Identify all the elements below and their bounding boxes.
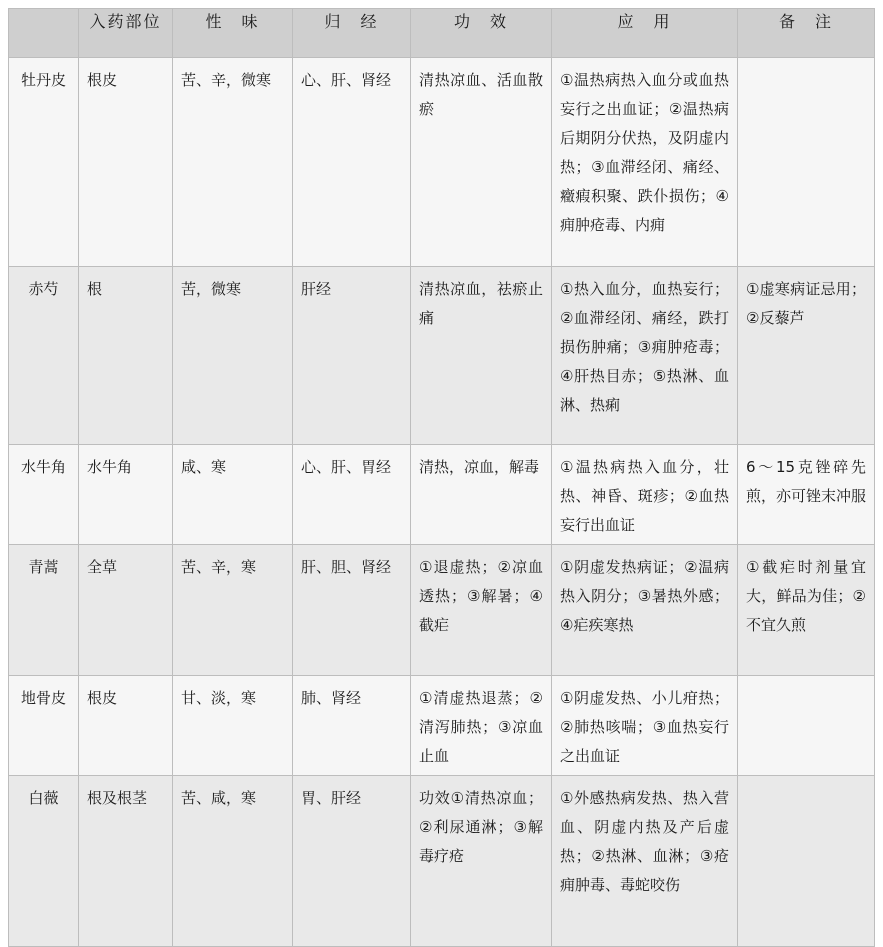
nature-flavor: 苦、辛，寒	[181, 558, 257, 576]
effect-cell	[411, 676, 552, 776]
effect-text: 清热，凉血，解毒	[419, 458, 540, 476]
herb-name: 赤芍	[28, 280, 59, 298]
medicinal-part: 根	[87, 280, 103, 298]
application-text: ①阴虚发热病证；②温病热入阴分；③暑热外感；④疟疾寒热	[560, 558, 729, 634]
herb-name-cell	[9, 58, 79, 267]
note-text	[738, 776, 874, 788]
meridian-cell	[293, 545, 411, 676]
part-cell	[79, 267, 173, 445]
note-cell	[738, 545, 875, 676]
meridian-cell	[293, 776, 411, 947]
herb-name-cell	[9, 445, 79, 545]
herb-name-cell	[9, 776, 79, 947]
table-row	[9, 58, 875, 267]
table-row	[9, 676, 875, 776]
note-text	[738, 676, 874, 688]
header-cell-application: 应 用	[552, 9, 738, 58]
table-page	[8, 8, 874, 924]
effect-text: 功效①清热凉血；②利尿通淋；③解毒疗疮	[419, 789, 543, 865]
header-cell-meridian: 归 经	[293, 9, 411, 58]
part-cell	[79, 58, 173, 267]
nature-cell	[173, 545, 293, 676]
meridian-entry: 心、肝、肾经	[301, 71, 392, 89]
note-text	[738, 58, 874, 70]
note-cell	[738, 445, 875, 545]
herb-name: 牡丹皮	[20, 71, 66, 89]
table-row	[9, 445, 875, 545]
effect-text: 清热凉血、活血散瘀	[419, 71, 543, 118]
header-cell-nature: 性 味	[173, 9, 293, 58]
meridian-entry: 肝、胆、肾经	[301, 558, 392, 576]
herb-name-cell	[9, 545, 79, 676]
effect-text: ①清虚热退蒸；②清泻肺热；③凉血止血	[419, 689, 543, 765]
nature-cell	[173, 445, 293, 545]
meridian-cell	[293, 267, 411, 445]
application-cell	[552, 776, 738, 947]
herb-name: 青蒿	[28, 558, 59, 576]
meridian-cell	[293, 58, 411, 267]
effect-cell	[411, 58, 552, 267]
application-cell	[552, 267, 738, 445]
note-text: ①截疟时剂量宜大，鲜品为佳；②不宜久煎	[746, 558, 866, 634]
table-row	[9, 776, 875, 947]
note-text: ①虚寒病证忌用；②反藜芦	[746, 280, 866, 327]
nature-cell	[173, 267, 293, 445]
effect-text: ①退虚热；②凉血透热；③解暑；④截疟	[419, 558, 543, 634]
herb-table	[8, 8, 875, 947]
meridian-cell	[293, 445, 411, 545]
herb-name-cell	[9, 676, 79, 776]
application-text: ①热入血分，血热妄行；②血滞经闭、痛经，跌打损伤肿痛；③痈肿疮毒；④肝热目赤；⑤热淋、血淋、热痢	[560, 280, 729, 414]
effect-cell	[411, 267, 552, 445]
nature-flavor: 苦、咸，寒	[181, 789, 257, 807]
nature-cell	[173, 776, 293, 947]
medicinal-part: 根皮	[87, 689, 118, 707]
herb-name-cell	[9, 267, 79, 445]
application-cell	[552, 445, 738, 545]
note-text: 6～15克锉碎先煎，亦可锉末冲服	[746, 458, 867, 505]
part-cell	[79, 445, 173, 545]
header-cell-part: 入药部位	[79, 9, 173, 58]
herb-name: 白薇	[28, 789, 59, 807]
medicinal-part: 水牛角	[87, 458, 133, 476]
effect-cell	[411, 545, 552, 676]
effect-cell	[411, 776, 552, 947]
nature-flavor: 甘、淡，寒	[181, 689, 257, 707]
meridian-entry: 心、肝、胃经	[301, 458, 392, 476]
nature-flavor: 咸、寒	[181, 458, 227, 476]
note-cell	[738, 267, 875, 445]
application-text: ①温热病热入血分或血热妄行之出血证；②温热病后期阴分伏热，及阴虚内热；③血滞经闭、痛经、癥瘕积聚、跌仆损伤；④痈肿疮毒、内痈	[560, 71, 729, 234]
part-cell	[79, 676, 173, 776]
medicinal-part: 根及根茎	[87, 789, 148, 807]
nature-cell	[173, 58, 293, 267]
table-row	[9, 267, 875, 445]
meridian-entry: 胃、肝经	[301, 789, 362, 807]
application-text: ①外感热病发热、热入营血、阴虚内热及产后虚热；②热淋、血淋；③疮痈肿毒、毒蛇咬伤	[560, 789, 729, 894]
table-row	[9, 545, 875, 676]
header-row	[9, 9, 875, 58]
meridian-cell	[293, 676, 411, 776]
nature-cell	[173, 676, 293, 776]
effect-text: 清热凉血，祛瘀止痛	[419, 280, 543, 327]
application-text: ①温热病热入血分，壮热、神昏、斑疹；②血热妄行出血证	[560, 458, 729, 534]
note-cell	[738, 676, 875, 776]
medicinal-part: 全草	[87, 558, 118, 576]
medicinal-part: 根皮	[87, 71, 118, 89]
meridian-entry: 肺、肾经	[301, 689, 362, 707]
part-cell	[79, 545, 173, 676]
herb-name: 水牛角	[20, 458, 66, 476]
part-cell	[79, 776, 173, 947]
effect-cell	[411, 445, 552, 545]
application-cell	[552, 58, 738, 267]
header-cell-name	[9, 9, 79, 58]
herb-name: 地骨皮	[20, 689, 66, 707]
application-cell	[552, 676, 738, 776]
note-cell	[738, 776, 875, 947]
application-text: ①阴虚发热、小儿疳热；②肺热咳喘；③血热妄行之出血证	[560, 689, 729, 765]
nature-flavor: 苦、辛，微寒	[181, 71, 272, 89]
application-cell	[552, 545, 738, 676]
meridian-entry: 肝经	[301, 280, 332, 298]
header-cell-note: 备 注	[738, 9, 875, 58]
header-cell-effect: 功 效	[411, 9, 552, 58]
nature-flavor: 苦，微寒	[181, 280, 242, 298]
note-cell	[738, 58, 875, 267]
